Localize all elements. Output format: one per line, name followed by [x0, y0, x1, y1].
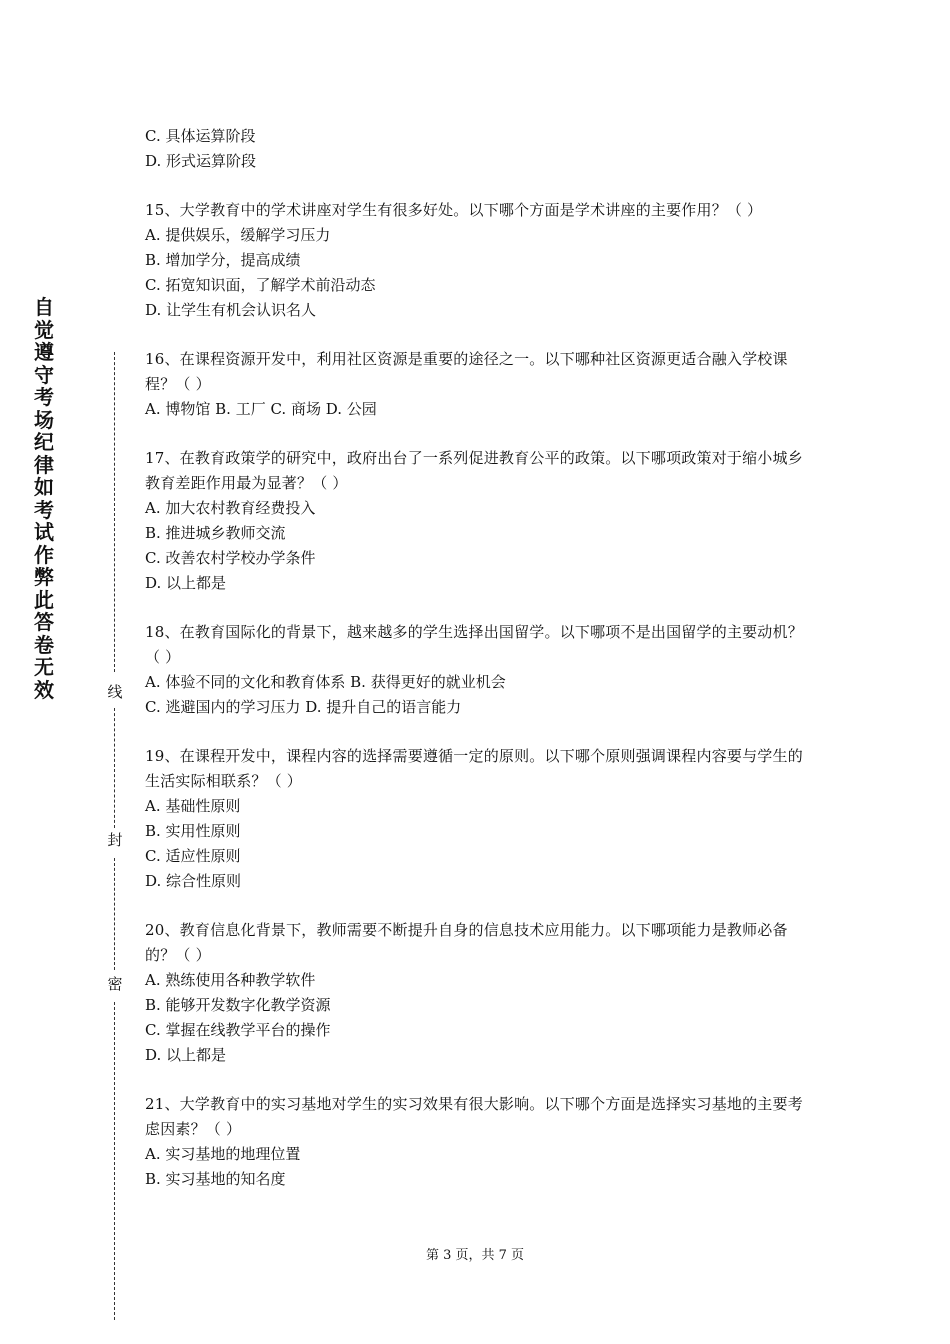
option-line: A. 实习基地的地理位置 — [145, 1145, 301, 1163]
question-list — [145, 124, 813, 1192]
question-stem: 16、在课程资源开发中，利用社区资源是重要的途径之一。以下哪种社区资源更适合融入学校课程？（ ） — [145, 350, 788, 393]
option-line: B. 实习基地的知名度 — [145, 1170, 286, 1188]
question-block — [145, 620, 813, 720]
question-stem: 18、在教育国际化的背景下，越来越多的学生选择出国留学。以下哪项不是出国留学的主要动机？（ ） — [145, 623, 803, 666]
question-block — [145, 744, 813, 894]
option-line: D. 以上都是 — [145, 574, 227, 592]
option-line: D. 让学生有机会认识名人 — [145, 301, 317, 319]
option-line: C. 具体运算阶段 — [145, 127, 256, 145]
question-block — [145, 198, 813, 323]
question-block — [145, 347, 813, 422]
question-block — [145, 1092, 813, 1192]
binding-char-feng: 封 — [104, 830, 126, 850]
option-line: B. 能够开发数字化教学资源 — [145, 996, 331, 1014]
question-stem: 21、大学教育中的实习基地对学生的实习效果有很大影响。以下哪个方面是选择实习基地的主要考虑因素？（ ） — [145, 1095, 803, 1138]
option-line: D. 形式运算阶段 — [145, 152, 257, 170]
option-line: A. 基础性原则 — [145, 797, 241, 815]
option-line: A. 加大农村教育经费投入 — [145, 499, 316, 517]
question-stem: 17、在教育政策学的研究中，政府出台了一系列促进教育公平的政策。以下哪项政策对于缩小城乡教育差距作用最为显著？（ ） — [145, 449, 803, 492]
option-line: A. 体验不同的文化和教育体系 B. 获得更好的就业机会 — [145, 673, 506, 691]
binding-dash-segment — [114, 708, 115, 828]
question-stem: 15、大学教育中的学术讲座对学生有很多好处。以下哪个方面是学术讲座的主要作用？（ ） — [145, 201, 763, 219]
option-line: D. 以上都是 — [145, 1046, 227, 1064]
option-line: C. 改善农村学校办学条件 — [145, 549, 316, 567]
binding-dash-segment — [114, 858, 115, 970]
option-line: C. 拓宽知识面，了解学术前沿动态 — [145, 276, 376, 294]
question-block — [145, 918, 813, 1068]
option-line: D. 综合性原则 — [145, 872, 242, 890]
option-line: A. 提供娱乐，缓解学习压力 — [145, 226, 331, 244]
page-footer: 第 3 页，共 7 页 — [425, 1248, 525, 1263]
question-stem: 20、教育信息化背景下，教师需要不断提升自身的信息技术应用能力。以下哪项能力是教师必备的？（ ） — [145, 921, 788, 964]
option-line: C. 适应性原则 — [145, 847, 241, 865]
option-line: B. 增加学分，提高成绩 — [145, 251, 301, 269]
option-line: B. 实用性原则 — [145, 822, 241, 840]
option-line: A. 博物馆 B. 工厂 C. 商场 D. 公园 — [145, 400, 377, 418]
question-block — [145, 124, 813, 174]
option-line: B. 推进城乡教师交流 — [145, 524, 286, 542]
binding-line — [104, 352, 126, 1320]
option-line: C. 逃避国内的学习压力 D. 提升自己的语言能力 — [145, 698, 462, 716]
option-line: A. 熟练使用各种教学软件 — [145, 971, 316, 989]
question-stem: 19、在课程开发中，课程内容的选择需要遵循一定的原则。以下哪个原则强调课程内容要与学生的生活实际相联系？（ ） — [145, 747, 803, 790]
exam-discipline-warning: 自觉遵守考场纪律如考试作弊此答卷无效 — [34, 295, 54, 702]
binding-char-mi: 密 — [104, 974, 126, 994]
option-line: C. 掌握在线教学平台的操作 — [145, 1021, 331, 1039]
binding-dash-segment — [114, 1002, 115, 1320]
question-block — [145, 446, 813, 596]
binding-dash-segment — [114, 352, 115, 672]
binding-char-xian: 线 — [104, 682, 126, 702]
